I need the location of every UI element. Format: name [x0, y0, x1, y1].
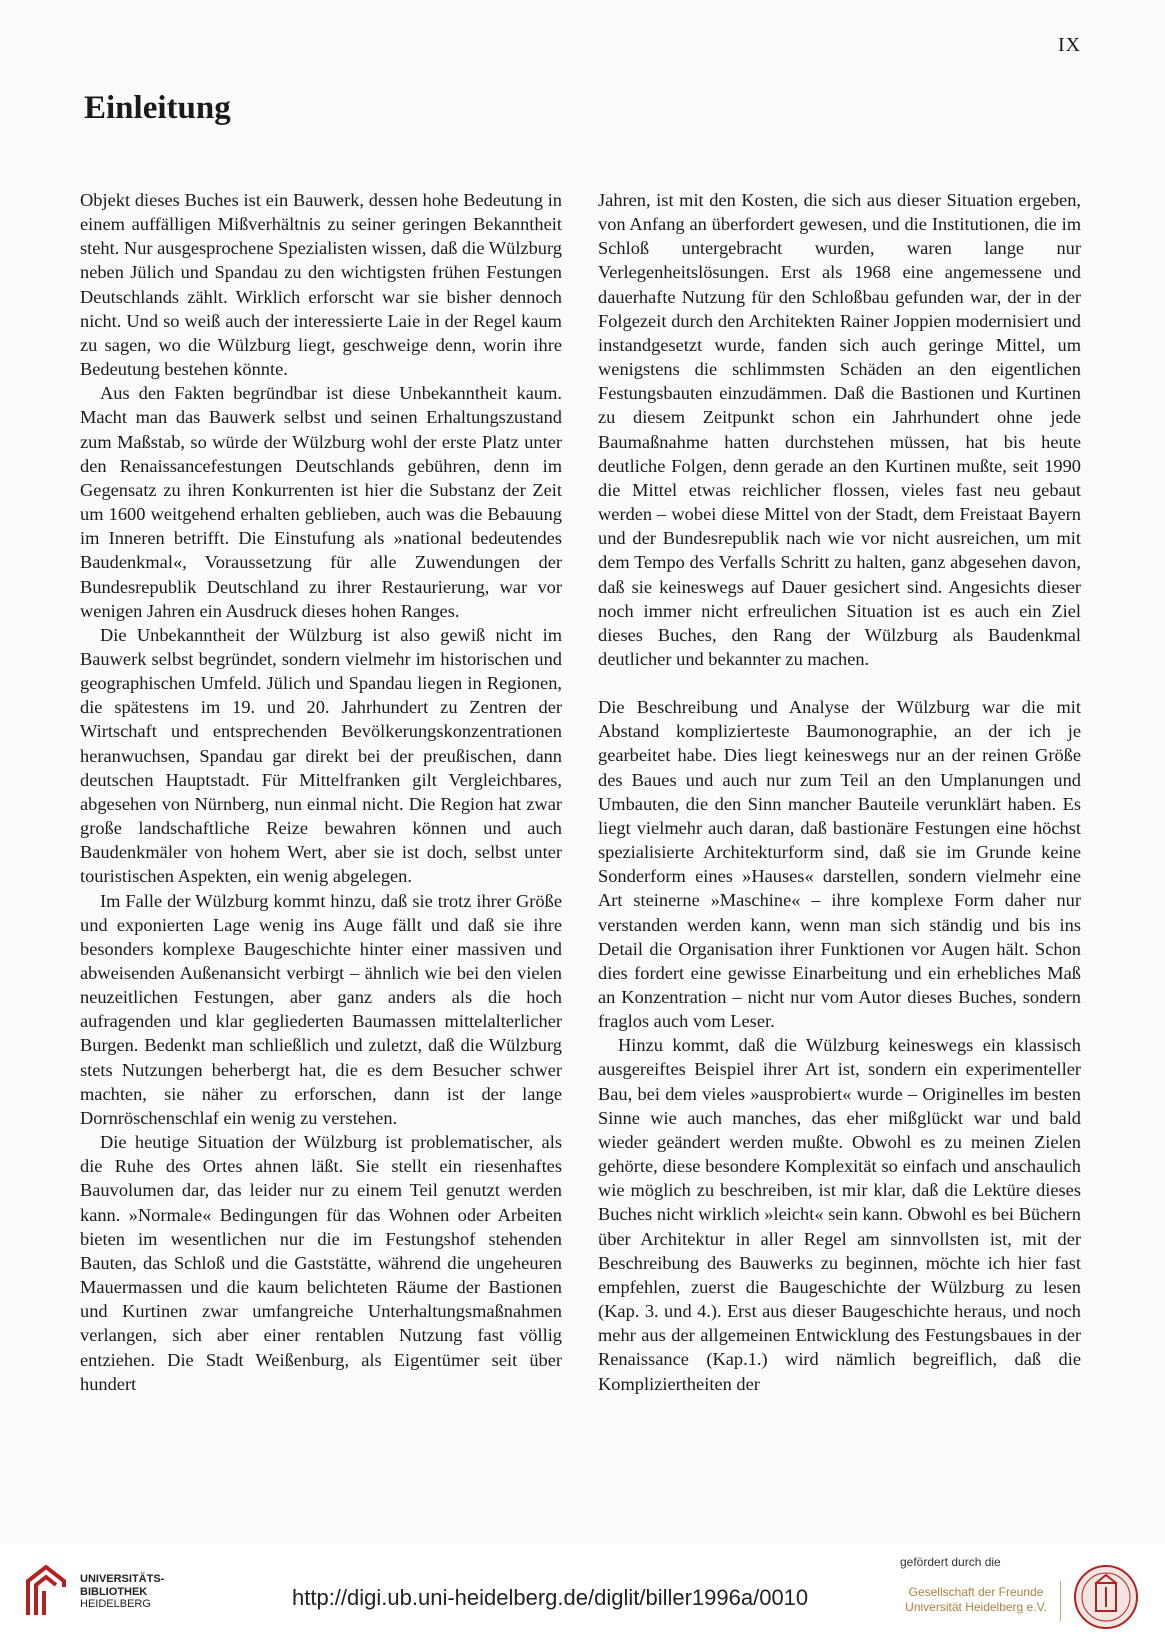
- page-number: IX: [1058, 34, 1082, 56]
- paragraph: Die heutige Situation der Wülzburg ist problematischer, als die Ruhe des Ortes ahnen läßt. Sie stellt ein riesenhaftes Bauvolumen dar, das leider nur zu einem Teil genutzt werden kann. »Normale« Bedingungen für das Wohnen oder Arbeiten bieten im wesentlichen nur die im Festungshof stehenden Bauten, das Schloß und die Gaststätte, während die ungeheuren Mauermassen und die kaum belichteten Räume der Bastionen und Kurtinen zwar umfangreiche Unterhaltungsmaßnahmen verlangen, sich aber einer rentablen Nutzung fast völlig entziehen. Die Stadt Weißenburg, als Eigentümer seit über hundert: [80, 1132, 562, 1394]
- digitization-footer: [0, 1545, 1165, 1635]
- paragraph: Aus den Fakten begründbar ist diese Unbekanntheit kaum. Macht man das Bauwerk selbst und seinen Erhaltungszustand zum Maßstab, so würde der Wülzburg wohl der erste Platz unter den Renaissancefestungen Deutschlands gebühren, denn im Gegensatz zu ihren Konkurrenten ist hier die Substanz der Zeit um 1600 weitgehend erhalten geblieben, auch was die Bebauung im Inneren betrifft. Die Einstufung als »national bedeutendes Baudenkmal«, Voraussetzung für alle Zuwendungen der Bundesrepublik Deutschland zu ihrer Restaurierung, war vor wenigen Jahren ein Ausdruck dieses hohen Ranges.: [80, 383, 562, 621]
- library-name: [80, 1573, 164, 1611]
- university-seal-icon: [1068, 1563, 1144, 1631]
- chapter-heading: Einleitung: [84, 90, 231, 126]
- library-name-line: BIBLIOTHEK: [80, 1585, 148, 1598]
- divider: [1060, 1581, 1061, 1621]
- sponsor-name-line: Gesellschaft der Freunde: [908, 1585, 1044, 1599]
- library-name-line: HEIDELBERG: [80, 1598, 151, 1610]
- library-name-line: UNIVERSITÄTS-: [80, 1573, 165, 1585]
- library-logo-icon: [24, 1563, 68, 1619]
- paragraph: Jahren, ist mit den Kosten, die sich aus dieser Situation ergeben, von Anfang an überfordert gewesen, und die Institutionen, die im Schloß untergebracht wurden, waren lange nur Verlegenheitslösungen. Erst als 1968 eine angemessene und dauerhafte Nutzung für den Schloßbau gefunden war, der in der Folgezeit durch den Architekten Rainer Joppien modernisiert und instandgesetzt wurde, fanden sich auch geringe Mittel, um wenigstens die schlimmsten Schäden an den eigentlichen Festungsbauten einzudämmen. Daß die Bastionen und Kurtinen zu diesem Zeitpunkt schon ein Jahrhundert ohne jede Baumaßnahme hatten durchstehen müssen, hat bis heute deutliche Folgen, denn gerade an den Kurtinen mußte, seit 1990 die Mittel etwas reichlicher flossen, vieles fast neu gebaut werden – wobei diese Mittel von der Stadt, dem Freistaat Bayern und der Bundesrepublik nach wie vor nicht ausreichen, um mit dem Tempo des Verfalls Schritt zu halten, ganz abgesehen davon, daß sie keineswegs auf Dauer gesichert sind. Angesichts dieser noch immer nicht erfreulichen Situation ist es auch ein Ziel dieses Buches, den Rang der Wülzburg als Baudenkmal deutlicher und bekannter zu machen.: [598, 190, 1081, 669]
- right-column: [598, 188, 1081, 1396]
- paragraph: Im Falle der Wülzburg kommt hinzu, daß sie trotz ihrer Größe und exponierten Lage wenig ins Auge fällt und daß sie ihre besonders komplexe Baugeschichte hinter einer massiven und abweisenden Außenansicht verbirgt – ähnlich wie bei den vielen neuzeitlichen Festungen, aber ganz anders als die hoch aufragenden und klar gegliederten Baumassen mittelalterlicher Burgen. Bedenkt man schließlich und zuletzt, daß die Wülzburg stets Nutzungen beherbergt hat, die es dem Besucher schwer machten, sie näher zu erforschen, dann ist der lange Dornröschenschlaf ein wenig zu verstehen.: [80, 890, 562, 1128]
- sponsor-name-line: Universität Heidelberg e.V.: [905, 1600, 1047, 1614]
- left-column: [80, 188, 562, 1396]
- sponsor-intro: gefördert durch die: [900, 1555, 1001, 1569]
- sponsor-name: [896, 1585, 1056, 1615]
- paragraph: Die Unbekanntheit der Wülzburg ist also gewiß nicht im Bauwerk selbst begründet, sondern vielmehr im historischen und geographischen Umfeld. Jülich und Spandau liegen in Regionen, die spätestens im 19. und 20. Jahrhundert zu Zentren der Wirtschaft und entsprechenden Bevölkerungskonzentrationen heranwuchsen, Spandau gar direkt bei der preußischen, dann deutschen Hauptstadt. Für Mittelfranken gilt Vergleichbares, abgesehen von Nürnberg, nun einmal nicht. Die Region hat zwar große landschaftliche Reize bewahren können und auch Baudenkmäler von hohem Wert, aber sie ist doch, selbst unter touristischen Aspekten, ein wenig abgelegen.: [80, 624, 562, 887]
- paragraph: Hinzu kommt, daß die Wülzburg keineswegs ein klassisch ausgereiftes Beispiel ihrer Art ist, sondern ein experimenteller Bau, bei dem vieles »ausprobiert« wurde – Originelles im besten Sinne wie auch manches, das eher mißglückt war und bald wieder geändert werden mußte. Obwohl es zu meinen Zielen gehörte, diese besondere Komplexität so einfach und anschaulich wie möglich zu beschreiben, ist mir klar, daß die Lektüre dieses Buches nicht wirklich »leicht« sein kann. Obwohl es bei Büchern über Architektur in aller Regel am sinnvollsten ist, mit der Beschreibung des Bauwerks zu beginnen, möchte ich hier fast empfehlen, zuerst die Baugeschichte der Wülzburg zu lesen (Kap. 3. und 4.). Erst aus dieser Baugeschichte heraus, und noch mehr aus der allgemeinen Entwicklung des Festungsbaues in der Renaissance (Kap.1.) wird nämlich begreiflich, daß die Kompliziertheiten der: [598, 1035, 1081, 1394]
- paragraph: Objekt dieses Buches ist ein Bauwerk, dessen hohe Bedeutung in einem auffälligen Mißverhältnis zu seiner geringen Bekanntheit steht. Nur ausgesprochene Spezialisten wissen, daß die Wülzburg neben Jülich und Spandau zu den wichtigsten frühen Festungen Deutschlands zählt. Wirklich erforscht war sie bisher dennoch nicht. Und so weiß auch der interessierte Laie in der Regel kaum zu sagen, wo die Wülzburg liegt, geschweige denn, worin ihre Bedeutung bestehen könnte.: [80, 190, 562, 380]
- source-url-link[interactable]: http://digi.ub.uni-heidelberg.de/diglit/biller1996a/0010: [292, 1585, 809, 1610]
- paragraph: Die Beschreibung und Analyse der Wülzburg war die mit Abstand komplizierteste Baumonographie, an der ich je gearbeitet habe. Dies liegt keineswegs nur an der reinen Größe des Baues und auch nur zum Teil an den Umplanungen und Umbauten, die den Sinn mancher Bauteile verunklärt haben. Es liegt vielmehr auch daran, daß bastionäre Festungen eine höchst spezialisierte Architekturform sind, daß sie im Grunde keine Sonderform eines »Hauses« darstellen, sondern vielmehr eine Art steinerne »Maschine« – ihre komplexe Form daher nur verstanden werden kann, wenn man sich ständig und bis ins Detail die Organisation ihrer Funktionen vor Augen hält. Schon dies fordert eine gewisse Einarbeitung und ein erhebliches Maß an Konzentration – nicht nur vom Autor dieses Buches, sondern fraglos auch vom Leser.: [598, 697, 1081, 1032]
